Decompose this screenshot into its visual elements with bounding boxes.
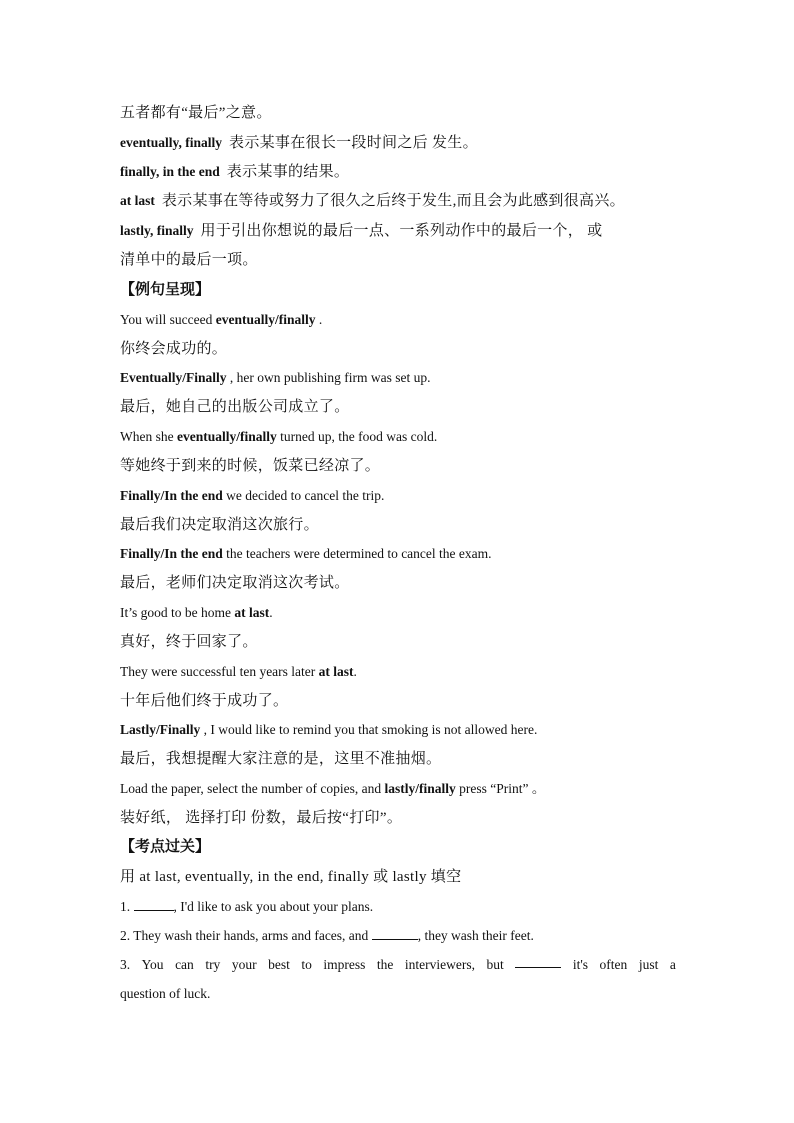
definition-3 — [120, 191, 625, 212]
example-text: we decided to cancel the trip. — [222, 488, 385, 503]
question-word: impress — [323, 957, 366, 972]
example-keyword: Eventually/Finally — [120, 370, 227, 385]
example-zh-2: 最后，她自己的出版公司成立了。 — [120, 399, 350, 415]
question-word: to — [301, 957, 312, 972]
example-en-3 — [120, 427, 437, 447]
example-keyword: eventually/finally — [176, 429, 277, 444]
example-text: It’s good to be home — [120, 605, 235, 620]
example-text: Load the paper, select the number of copies, and — [120, 781, 385, 796]
examples-heading: 【例句呈现】 — [120, 282, 211, 298]
example-zh-1: 你终会成功的。 — [120, 341, 228, 357]
example-keyword: at last — [234, 605, 270, 620]
example-en-7 — [120, 662, 357, 682]
example-en-4 — [120, 486, 384, 506]
exercise-question-3-continuation: question of luck. — [120, 986, 211, 1001]
example-keyword: Finally/In the end — [120, 546, 223, 561]
question-number: 1. — [120, 899, 131, 914]
question-word: a — [669, 957, 676, 972]
example-en-2 — [120, 368, 431, 388]
definition-2 — [120, 162, 349, 183]
answer-blank[interactable] — [372, 927, 418, 940]
example-text: turned up, the food was cold. — [276, 429, 438, 444]
example-text: , I would like to remind you that smoking is not allowed here. — [200, 722, 538, 737]
exercise-question-3 — [120, 955, 676, 975]
example-text: You will succeed — [120, 312, 216, 327]
intro-text: 五者都有“最后”之意。 — [120, 105, 272, 121]
example-text: . — [315, 312, 323, 327]
example-text: They were successful ten years later — [120, 664, 319, 679]
question-text: , they wash their feet. — [417, 928, 534, 943]
definition-meaning: 用于引出你想说的最后一点、一系列动作中的最后一个， 或 — [200, 223, 603, 239]
question-word: can — [175, 957, 194, 972]
example-en-8 — [120, 720, 537, 740]
definition-meaning: 表示某事的结果。 — [226, 164, 350, 180]
exercise-instruction: 用 at last, eventually, in the end, finally 或 lastly 填空 — [120, 869, 462, 885]
example-text: , her own publishing firm was set up. — [226, 370, 431, 385]
example-en-1 — [120, 310, 322, 330]
question-word: interviewers, — [404, 957, 476, 972]
question-text: 2. They wash their hands, arms and faces, and — [120, 928, 369, 943]
definition-1 — [120, 133, 478, 154]
example-keyword: Lastly/Finally — [120, 722, 201, 737]
answer-blank[interactable] — [515, 955, 561, 968]
exercise-question-1 — [120, 897, 373, 917]
definition-term: at last — [120, 193, 155, 208]
example-keyword: Finally/In the end — [120, 488, 223, 503]
definition-4 — [120, 221, 602, 242]
question-text: , I'd like to ask you about your plans. — [173, 899, 374, 914]
question-word: often — [599, 957, 628, 972]
question-word: best — [268, 957, 290, 972]
definition-term: finally, in the end — [120, 164, 220, 179]
question-word: but — [486, 957, 504, 972]
example-zh-3: 等她终于到来的时候，饭菜已经凉了。 — [120, 458, 381, 474]
definition-meaning: 表示某事在很长一段时间之后 发生。 — [229, 135, 478, 151]
example-zh-4: 最后我们决定取消这次旅行。 — [120, 517, 319, 533]
definition-meaning: 表示某事在等待或努力了很久之后终于发生,而且会为此感到很高兴。 — [161, 193, 625, 209]
example-zh-8: 最后，我想提醒大家注意的是，这里不准抽烟。 — [120, 751, 442, 767]
definition-term: lastly, finally — [120, 223, 194, 238]
question-word: try — [205, 957, 221, 972]
definition-term: eventually, finally — [120, 135, 223, 150]
example-en-5 — [120, 544, 492, 564]
example-zh-9: 装好纸， 选择打印 份数，最后按“打印”。 — [120, 810, 403, 826]
example-en-6 — [120, 603, 273, 623]
example-en-9 — [120, 779, 545, 799]
example-text: the teachers were determined to cancel the exam. — [222, 546, 492, 561]
question-word: just — [638, 957, 659, 972]
example-keyword: at last — [318, 664, 354, 679]
example-zh-5: 最后，老师们决定取消这次考试。 — [120, 575, 350, 591]
question-word: your — [231, 957, 257, 972]
example-text: When she — [120, 429, 177, 444]
definition-continuation: 清单中的最后一项。 — [120, 252, 258, 268]
question-word: it's — [572, 957, 589, 972]
example-text: . — [269, 605, 273, 620]
example-text: press “Print” 。 — [455, 781, 546, 796]
question-number: 3. — [120, 957, 131, 972]
question-word: You — [141, 957, 164, 972]
question-word: the — [376, 957, 394, 972]
example-zh-7: 十年后他们终于成功了。 — [120, 693, 289, 709]
example-text: . — [353, 664, 357, 679]
exercise-question-2 — [120, 926, 534, 946]
example-keyword: eventually/finally — [215, 312, 316, 327]
exercise-heading: 【考点过关】 — [120, 839, 211, 855]
example-keyword: lastly/finally — [384, 781, 456, 796]
example-zh-6: 真好，终于回家了。 — [120, 634, 258, 650]
answer-blank[interactable] — [134, 898, 174, 911]
